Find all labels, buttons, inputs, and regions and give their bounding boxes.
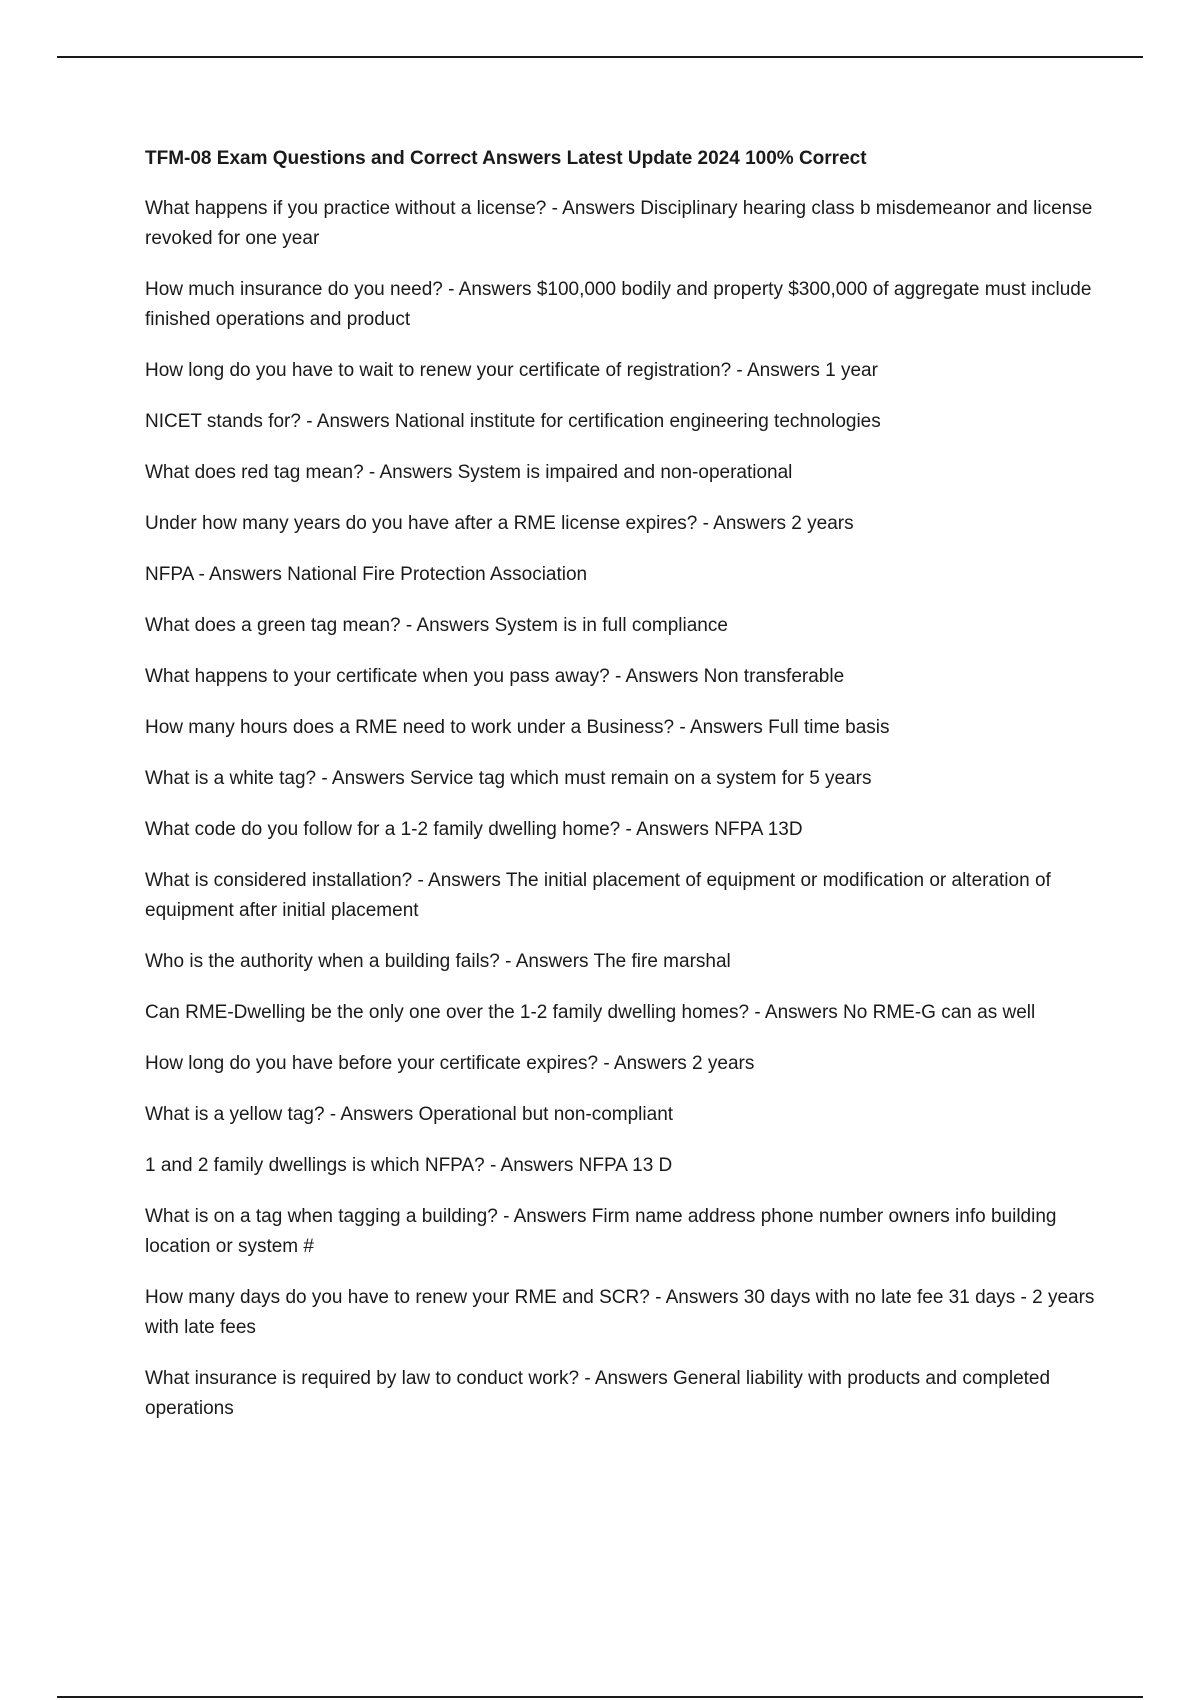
footer-rule [57,1696,1143,1698]
header-rule [57,56,1143,58]
document-body [145,144,1095,1445]
qa-item: NFPA - Answers National Fire Protection Association [145,564,588,585]
qa-item: Who is the authority when a building fails? - Answers The fire marshal [145,951,731,972]
qa-item: What happens if you practice without a license? - Answers Disciplinary hearing class b misdemeanor and license revoked for one year [145,198,1093,249]
qa-item: 1 and 2 family dwellings is which NFPA? - Answers NFPA 13 D [145,1155,673,1176]
qa-item: What is considered installation? - Answers The initial placement of equipment or modification or alteration of equipment after initial placement [145,870,1051,921]
document-title: TFM-08 Exam Questions and Correct Answers Latest Update 2024 100% Correct [145,148,867,169]
qa-item: What is a yellow tag? - Answers Operational but non-compliant [145,1104,674,1125]
qa-item: How many days do you have to renew your RME and SCR? - Answers 30 days with no late fee 31 days - 2 years with late fees [145,1287,1095,1338]
qa-item: How many hours does a RME need to work under a Business? - Answers Full time basis [145,717,890,738]
qa-item: What is on a tag when tagging a building? - Answers Firm name address phone number owners info building location or system # [145,1206,1057,1257]
qa-item: NICET stands for? - Answers National institute for certification engineering technologies [145,411,881,432]
qa-item: How long do you have to wait to renew your certificate of registration? - Answers 1 year [145,360,878,381]
qa-item: What is a white tag? - Answers Service tag which must remain on a system for 5 years [145,768,872,789]
qa-item: How long do you have before your certificate expires? - Answers 2 years [145,1053,755,1074]
qa-item: Can RME-Dwelling be the only one over the 1-2 family dwelling homes? - Answers No RME-G can as well [145,1002,1036,1023]
qa-item: Under how many years do you have after a RME license expires? - Answers 2 years [145,513,854,534]
qa-item: What does a green tag mean? - Answers System is in full compliance [145,615,728,636]
qa-item: What insurance is required by law to conduct work? - Answers General liability with products and completed operations [145,1368,1051,1419]
qa-item: What does red tag mean? - Answers System is impaired and non-operational [145,462,793,483]
qa-item: What code do you follow for a 1-2 family dwelling home? - Answers NFPA 13D [145,819,803,840]
qa-item: What happens to your certificate when you pass away? - Answers Non transferable [145,666,845,687]
qa-item: How much insurance do you need? - Answers $100,000 bodily and property $300,000 of aggregate must include finished operations and product [145,279,1092,330]
